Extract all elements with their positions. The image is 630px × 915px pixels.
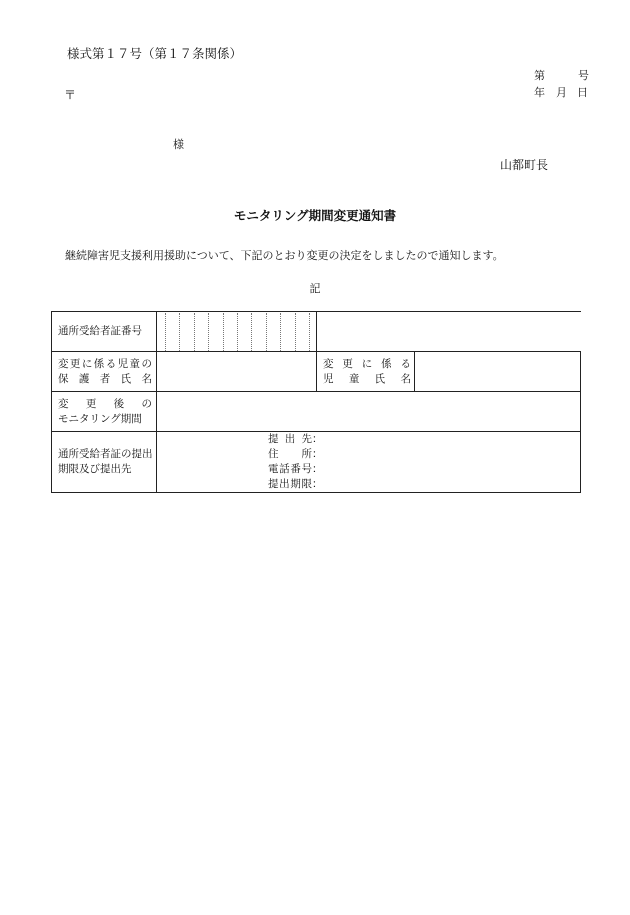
child-name-field[interactable]: [415, 352, 581, 392]
date-year: 年: [534, 86, 545, 99]
digit-cell[interactable]: [224, 313, 238, 351]
digit-cell[interactable]: [165, 313, 180, 351]
ki-mark: 記: [309, 282, 321, 295]
submission-destination-row[interactable]: 提 出 先 ：: [268, 433, 323, 445]
child-label-line2: 児 童 氏 名: [323, 372, 411, 385]
digit-cell[interactable]: [252, 313, 266, 351]
monitoring-period-label: [52, 392, 157, 432]
form-number: 様式第１７号（第１７条関係）: [67, 46, 243, 61]
submission-label: 通所受給者証の提出 期限及び提出先: [52, 432, 157, 493]
monitoring-label-line1: 変 更 後 の: [58, 397, 152, 410]
digit-cell[interactable]: [195, 313, 209, 351]
date-month: 月: [556, 86, 567, 99]
digit-cell[interactable]: [180, 313, 194, 351]
document-title: モニタリング期間変更通知書: [233, 208, 397, 223]
child-name-label: [317, 352, 415, 392]
phone-number-row[interactable]: 電 話 番 号 ：: [268, 463, 323, 475]
doc-number-prefix: 第: [534, 69, 545, 82]
address-row[interactable]: 住 所 ：: [268, 448, 323, 460]
digit-cell[interactable]: [281, 313, 295, 351]
certificate-number-blank: [317, 312, 581, 352]
guardian-name-field[interactable]: [157, 352, 317, 392]
digit-cell[interactable]: [267, 313, 281, 351]
digit-cell[interactable]: [209, 313, 223, 351]
digit-cell[interactable]: [238, 313, 252, 351]
monitoring-period-field[interactable]: [157, 392, 581, 432]
submission-deadline-row[interactable]: 提 出 期 限 ：: [268, 478, 323, 490]
certificate-number-label: 通所受給者証番号: [52, 312, 157, 352]
recipient-honorific: 様: [173, 138, 184, 151]
digit-cell[interactable]: [296, 313, 310, 351]
date-day: 日: [577, 86, 588, 99]
certificate-number-digits: [157, 312, 317, 352]
monitoring-label-line2: モニタリング期間: [58, 412, 142, 425]
sender-name: 山都町長: [500, 158, 549, 172]
postal-mark: 〒: [64, 88, 77, 102]
child-label-line1: 変 更 に 係 る: [323, 357, 411, 370]
body-text: 継続障害児支援利用援助について、下記のとおり変更の決定をしましたので通知します。: [65, 249, 504, 262]
doc-number-suffix: 号: [578, 69, 589, 82]
submission-fields: [157, 432, 581, 493]
guardian-label-line2: 保 護 者 氏 名: [58, 372, 152, 385]
guardian-name-label: [52, 352, 157, 392]
guardian-label-line1: 変 更 に 係 る 児 童 の: [58, 357, 152, 370]
notification-table: [51, 311, 581, 493]
